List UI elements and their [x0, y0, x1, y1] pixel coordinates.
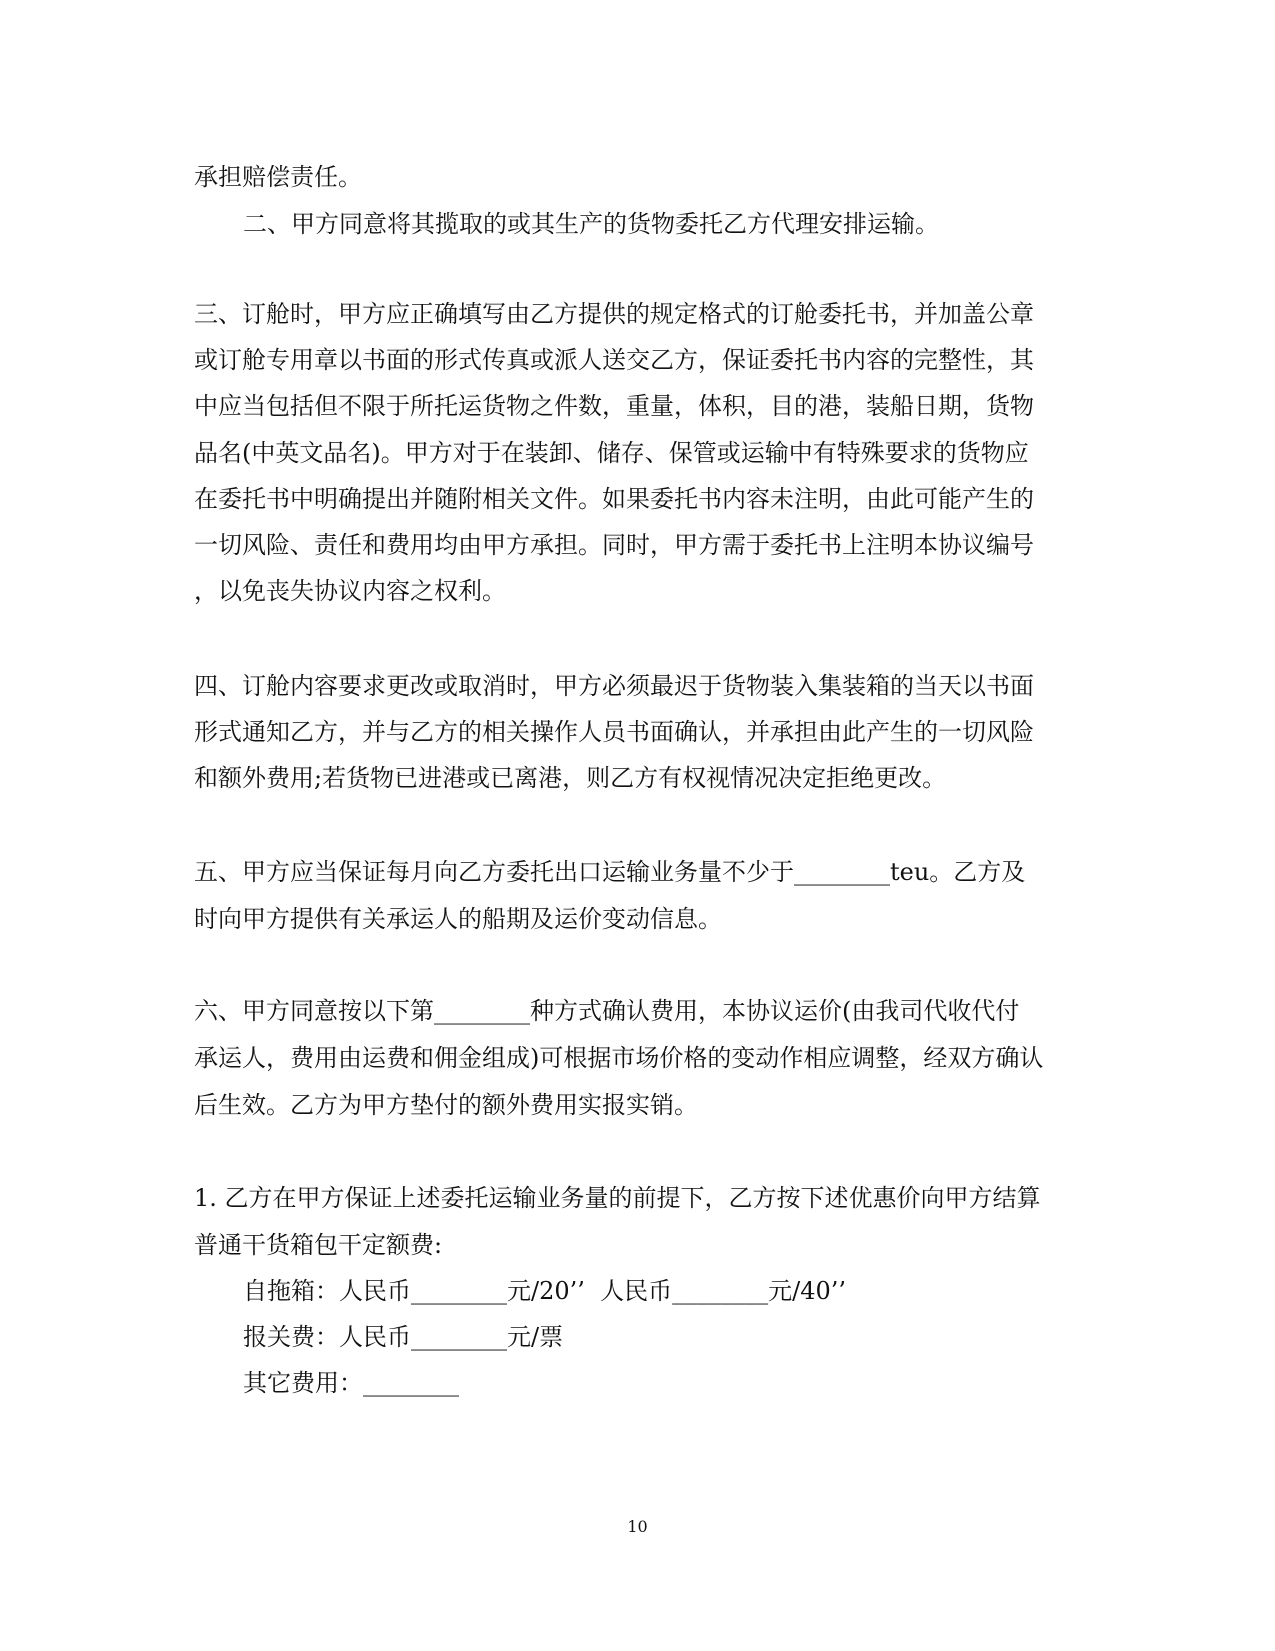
- text-line: 后生效。乙方为甲方垫付的额外费用实报实销。: [194, 1091, 698, 1119]
- text-line: 其它费用：________: [243, 1369, 459, 1397]
- text-line: 形式通知乙方，并与乙方的相关操作人员书面确认，并承担由此产生的一切风险: [194, 718, 1034, 746]
- text-line: 六、甲方同意按以下第________种方式确认费用，本协议运价(由我司代收代付: [194, 997, 1020, 1025]
- page-number: 10: [627, 1517, 648, 1536]
- text-line: 和额外费用;若货物已进港或已离港，则乙方有权视情况决定拒绝更改。: [194, 764, 947, 792]
- text-line: 报关费：人民币________元/票: [243, 1323, 564, 1351]
- text-line: 品名(中英文品名)。甲方对于在装卸、储存、保管或运输中有特殊要求的货物应: [194, 439, 1029, 467]
- text-line: 四、订舱内容要求更改或取消时，甲方必须最迟于货物装入集装箱的当天以书面: [194, 672, 1034, 700]
- text-line: 1. 乙方在甲方保证上述委托运输业务量的前提下，乙方按下述优惠价向甲方结算: [194, 1184, 1041, 1212]
- text-line: 时向甲方提供有关承运人的船期及运价变动信息。: [194, 905, 722, 933]
- text-line: 承担赔偿责任。: [194, 163, 362, 191]
- text-line: 自拖箱：人民币________元/20’’ 人民币________元/40’’: [243, 1277, 847, 1305]
- text-line: 五、甲方应当保证每月向乙方委托出口运输业务量不少于________teu。乙方及: [194, 858, 1026, 886]
- text-line: 一切风险、责任和费用均由甲方承担。同时，甲方需于委托书上注明本协议编号: [194, 531, 1034, 559]
- text-line: 三、订舱时，甲方应正确填写由乙方提供的规定格式的订舱委托书，并加盖公章: [194, 300, 1034, 328]
- text-line: 承运人，费用由运费和佣金组成)可根据市场价格的变动作相应调整，经双方确认: [194, 1044, 1044, 1072]
- text-line: 二、甲方同意将其揽取的或其生产的货物委托乙方代理安排运输。: [243, 210, 939, 238]
- text-line: 或订舱专用章以书面的形式传真或派人送交乙方，保证委托书内容的完整性，其: [194, 346, 1034, 374]
- text-line: 中应当包括但不限于所托运货物之件数，重量，体积，目的港，装船日期，货物: [194, 392, 1034, 420]
- text-line: 普通干货箱包干定额费:: [194, 1231, 443, 1259]
- text-line: ，以免丧失协议内容之权利。: [194, 577, 506, 605]
- text-line: 在委托书中明确提出并随附相关文件。如果委托书内容未注明，由此可能产生的: [194, 485, 1034, 513]
